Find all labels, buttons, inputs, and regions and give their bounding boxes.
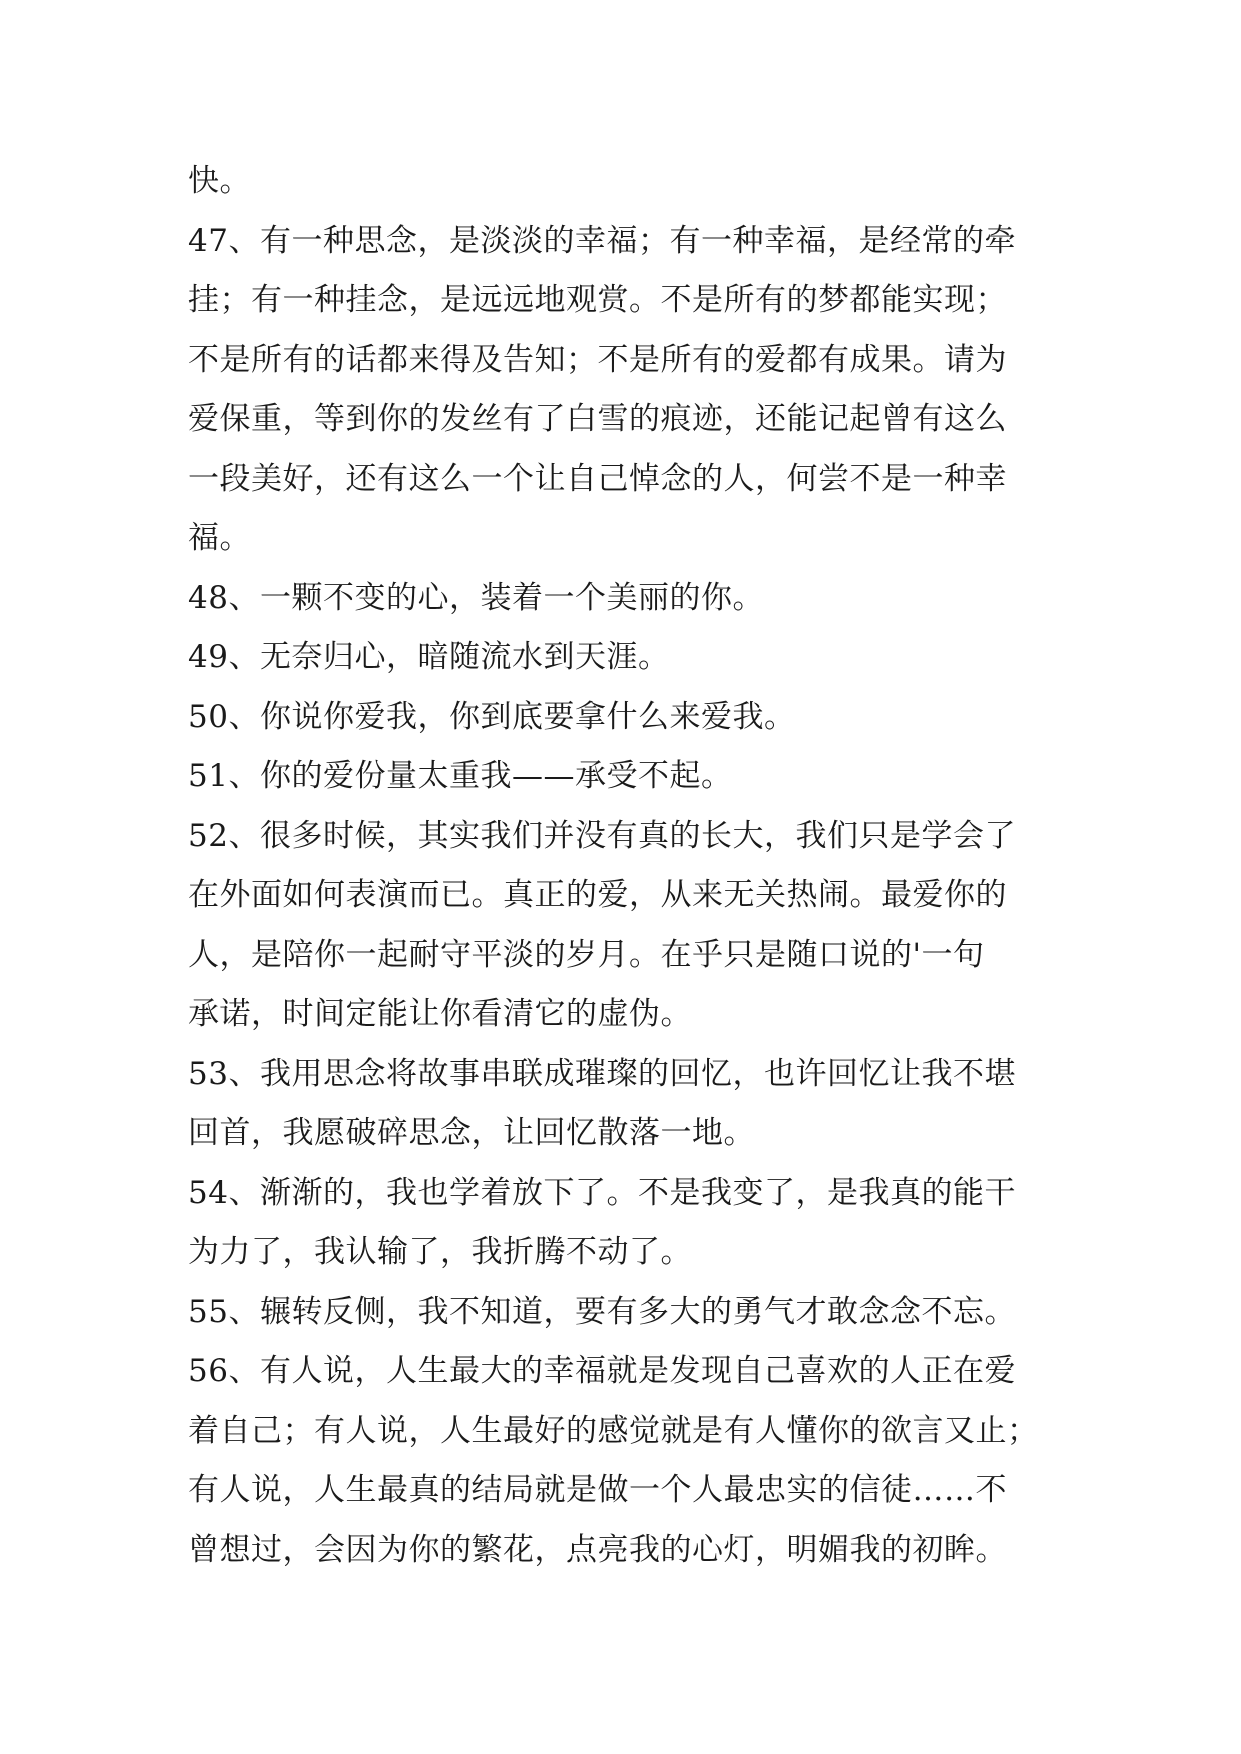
text-line: 为力了，我认输了，我折腾不动了。 — [188, 1234, 692, 1270]
text-line: 53、我用思念将故事串联成璀璨的回忆，也许回忆让我不堪 — [188, 1055, 1016, 1092]
text-line: 回首，我愿破碎思念，让回忆散落一地。 — [188, 1115, 755, 1151]
text-line: 挂；有一种挂念，是远远地观赏。不是所有的梦都能实现； — [188, 282, 1007, 318]
text-line: 人，是陪你一起耐守平淡的岁月。在乎只是随口说的'一句 — [188, 936, 985, 973]
text-line: 56、有人说，人生最大的幸福就是发现自己喜欢的人正在爱 — [188, 1353, 1016, 1389]
text-line: 承诺，时间定能让你看清它的虚伪。 — [188, 996, 692, 1032]
text-line: 有人说，人生最真的结局就是做一个人最忠实的信徒……不 — [188, 1472, 1007, 1508]
text-line: 一段美好，还有这么一个让自己悼念的人，何尝不是一种幸 — [188, 460, 1007, 497]
text-line: 着自己；有人说，人生最好的感觉就是有人懂你的欲言又止； — [188, 1412, 1039, 1449]
text-line: 54、渐渐的，我也学着放下了。不是我变了，是我真的能干 — [188, 1174, 1016, 1211]
text-line: 在外面如何表演而已。真正的爱，从来无关热闹。最爱你的 — [188, 877, 1007, 913]
text-line: 49、无奈归心，暗随流水到天涯。 — [188, 639, 670, 675]
text-line: 爱保重，等到你的发丝有了白雪的痕迹，还能记起曾有这么 — [188, 401, 1007, 437]
text-line: 福。 — [188, 520, 251, 556]
text-line: 50、你说你爱我，你到底要拿什么来爱我。 — [188, 698, 796, 735]
text-line: 47、有一种思念，是淡淡的幸福；有一种幸福，是经常的牵 — [188, 222, 1016, 259]
text-line: 不是所有的话都来得及告知；不是所有的爱都有成果。请为 — [188, 341, 1007, 378]
document-body — [188, 152, 1078, 1580]
text-line: 快。 — [188, 163, 251, 199]
text-line: 48、一颗不变的心，装着一个美丽的你。 — [188, 579, 764, 616]
text-line: 52、很多时候，其实我们并没有真的长大，我们只是学会了 — [188, 817, 1016, 854]
text-line: 51、你的爱份量太重我——承受不起。 — [188, 758, 733, 794]
text-line: 曾想过，会因为你的繁花，点亮我的心灯，明媚我的初眸。 — [188, 1531, 1007, 1568]
text-line: 55、辗转反侧，我不知道，要有多大的勇气才敢念念不忘。 — [188, 1293, 1016, 1330]
